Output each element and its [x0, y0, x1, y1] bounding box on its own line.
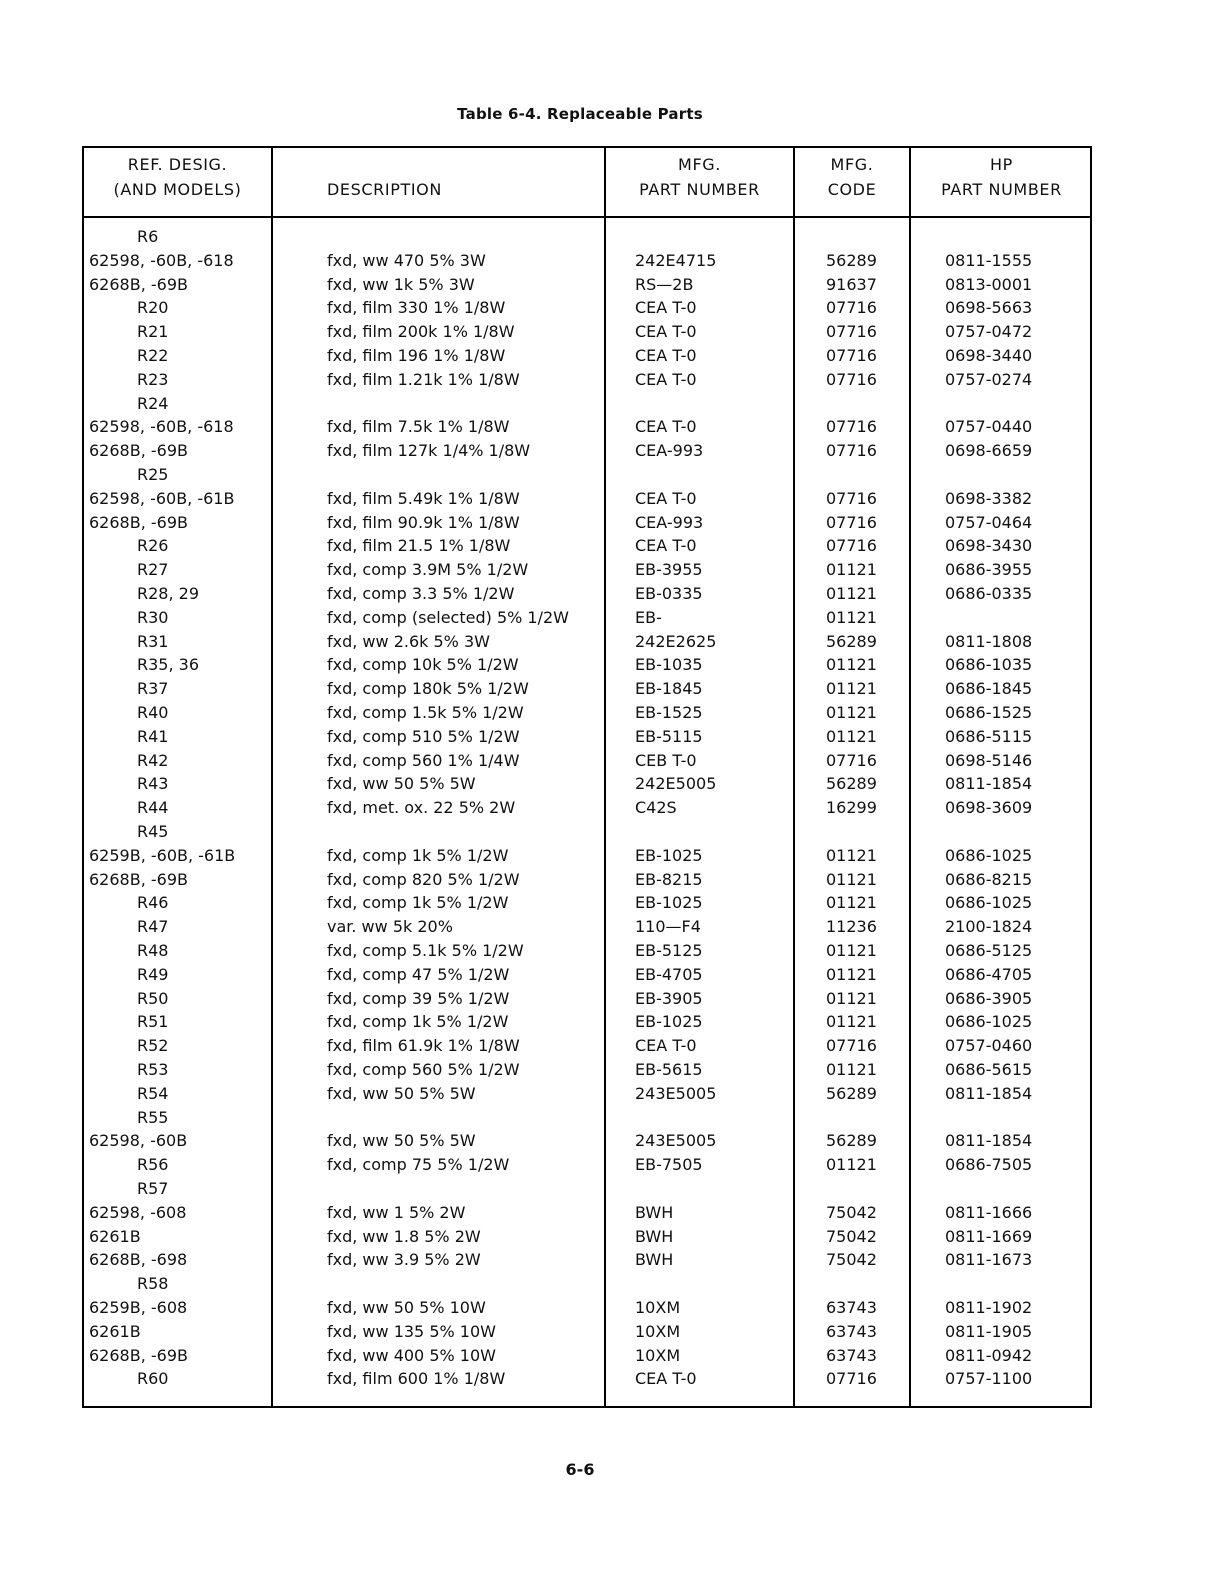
hp-part-number-cell: 0686-1025 — [945, 1012, 1033, 1032]
header-hp-pn-line1: HP — [990, 155, 1013, 174]
ref-desig-cell: R28, 29 — [137, 584, 200, 603]
hp-part-number-cell: 0686-8215 — [945, 869, 1033, 889]
ref-desig-cell: 6268B, -69B — [89, 869, 188, 889]
description-cell: fxd, ww 1k 5% 3W — [327, 274, 475, 294]
description-cell: fxd, film 61.9k 1% 1/8W — [327, 1036, 520, 1056]
description-cell: fxd, ww 50 5% 10W — [327, 1298, 486, 1317]
ref-desig-cell: R31 — [137, 631, 169, 651]
table-title: Table 6-4. Replaceable Parts — [457, 105, 703, 123]
ref-desig-cell: 6268B, -69B — [89, 441, 188, 461]
mfg-code-cell: 56289 — [826, 250, 877, 270]
description-cell: fxd, ww 400 5% 10W — [327, 1345, 496, 1365]
hp-part-number-cell: 0757-0464 — [945, 512, 1033, 532]
mfg-code-cell: 07716 — [826, 750, 877, 770]
description-cell: fxd, film 600 1% 1/8W — [327, 1369, 506, 1389]
mfg-code-cell: 07716 — [826, 536, 877, 556]
ref-desig-cell: R54 — [137, 1083, 169, 1103]
mfg-part-number-cell: CEA T-0 — [635, 322, 697, 342]
table-row — [0, 1058, 1224, 1082]
mfg-code-cell: 01121 — [826, 893, 877, 913]
description-cell: fxd, ww 50 5% 5W — [327, 774, 476, 794]
header-ref-desig — [84, 152, 271, 202]
table-row — [0, 939, 1224, 963]
table-row — [0, 1201, 1224, 1225]
ref-desig-cell: 62598, -60B, -618 — [89, 417, 234, 437]
ref-desig-cell: R46 — [137, 893, 169, 913]
ref-desig-cell: R30 — [137, 607, 169, 627]
table-row — [0, 987, 1224, 1011]
mfg-part-number-cell: EB-5115 — [635, 726, 703, 746]
description-cell: fxd, ww 1 5% 2W — [327, 1202, 466, 1222]
mfg-code-cell: 56289 — [826, 1083, 877, 1103]
ref-desig-cell: R21 — [137, 322, 169, 342]
hp-part-number-cell: 0686-0335 — [945, 584, 1033, 603]
hp-part-number-cell: 0686-3955 — [945, 560, 1033, 580]
ref-desig-cell: R57 — [137, 1179, 169, 1198]
table-row — [0, 1082, 1224, 1106]
mfg-code-cell: 07716 — [826, 298, 877, 318]
header-divider — [82, 216, 1092, 218]
hp-part-number-cell: 0686-1025 — [945, 893, 1033, 913]
table-row — [0, 772, 1224, 796]
ref-desig-cell: R20 — [137, 298, 169, 318]
hp-part-number-cell: 0686-5115 — [945, 726, 1033, 746]
mfg-part-number-cell: CEA T-0 — [635, 298, 697, 318]
hp-part-number-cell: 2100-1824 — [945, 917, 1033, 937]
ref-desig-cell: 6259B, -608 — [89, 1298, 188, 1317]
hp-part-number-cell: 0811-1673 — [945, 1250, 1033, 1270]
description-cell: fxd, film 1.21k 1% 1/8W — [327, 369, 520, 389]
table-row — [0, 796, 1224, 820]
description-cell: fxd, comp 1k 5% 1/2W — [327, 845, 509, 865]
description-cell: fxd, film 200k 1% 1/8W — [327, 322, 515, 342]
mfg-part-number-cell: 242E4715 — [635, 250, 717, 270]
hp-part-number-cell: 0757-1100 — [945, 1369, 1033, 1389]
description-cell: fxd, comp (selected) 5% 1/2W — [327, 607, 569, 627]
description-cell: fxd, comp 47 5% 1/2W — [327, 964, 510, 984]
table-row — [0, 296, 1224, 320]
ref-desig-cell: R41 — [137, 726, 169, 746]
description-cell: fxd, film 5.49k 1% 1/8W — [327, 488, 520, 508]
mfg-part-number-cell: CEA-993 — [635, 512, 704, 532]
table-row — [0, 1344, 1224, 1368]
mfg-code-cell: 01121 — [826, 703, 877, 722]
ref-desig-cell: R52 — [137, 1036, 169, 1056]
mfg-part-number-cell: EB-1025 — [635, 845, 703, 865]
mfg-part-number-cell: EB-3905 — [635, 988, 703, 1008]
ref-desig-cell: R55 — [137, 1107, 169, 1127]
mfg-code-cell: 07716 — [826, 346, 877, 365]
ref-desig-cell: 62598, -608 — [89, 1202, 187, 1222]
table-row — [0, 891, 1224, 915]
hp-part-number-cell: 0698-3430 — [945, 536, 1033, 556]
mfg-part-number-cell: CEA T-0 — [635, 369, 697, 389]
mfg-code-cell: 01121 — [826, 845, 877, 865]
ref-desig-cell: 6268B, -69B — [89, 512, 188, 532]
mfg-code-cell: 07716 — [826, 369, 877, 389]
ref-desig-cell: R44 — [137, 798, 169, 818]
mfg-part-number-cell: EB-1525 — [635, 703, 703, 722]
table-row — [0, 320, 1224, 344]
hp-part-number-cell: 0757-0440 — [945, 417, 1033, 437]
header-mfg-pn-line1: MFG. — [678, 155, 721, 174]
description-cell: fxd, comp 820 5% 1/2W — [327, 869, 520, 889]
hp-part-number-cell: 0813-0001 — [945, 274, 1033, 294]
description-cell: var. ww 5k 20% — [327, 917, 453, 937]
mfg-part-number-cell: RS—2B — [635, 274, 694, 294]
mfg-code-cell: 01121 — [826, 607, 877, 627]
ref-desig-cell: R27 — [137, 560, 169, 580]
table-row — [0, 344, 1224, 368]
table-row — [0, 1367, 1224, 1391]
mfg-part-number-cell: 10XM — [635, 1345, 681, 1365]
mfg-part-number-cell: 10XM — [635, 1321, 681, 1341]
table-row — [0, 844, 1224, 868]
mfg-part-number-cell: EB-0335 — [635, 584, 703, 603]
description-cell: fxd, film 127k 1/4% 1/8W — [327, 441, 531, 461]
ref-desig-cell: 6261B — [89, 1321, 141, 1341]
ref-desig-cell: R22 — [137, 346, 169, 365]
ref-desig-cell: R23 — [137, 369, 169, 389]
hp-part-number-cell: 0686-7505 — [945, 1155, 1033, 1175]
hp-part-number-cell: 0698-3609 — [945, 798, 1033, 818]
table-row — [0, 1248, 1224, 1272]
mfg-code-cell: 07716 — [826, 488, 877, 508]
mfg-part-number-cell: CEA T-0 — [635, 346, 697, 365]
mfg-part-number-cell: CEA T-0 — [635, 417, 697, 437]
hp-part-number-cell: 0757-0472 — [945, 322, 1033, 342]
mfg-part-number-cell: EB-4705 — [635, 964, 703, 984]
ref-desig-cell: R6 — [137, 227, 159, 246]
description-cell: fxd, comp 75 5% 1/2W — [327, 1155, 510, 1175]
mfg-code-cell: 01121 — [826, 584, 877, 603]
description-cell: fxd, film 21.5 1% 1/8W — [327, 536, 511, 556]
header-ref-line1: REF. DESIG. — [127, 155, 228, 174]
hp-part-number-cell: 0811-1854 — [945, 774, 1033, 794]
mfg-code-cell: 16299 — [826, 798, 877, 818]
mfg-code-cell: 01121 — [826, 941, 877, 960]
description-cell: fxd, ww 135 5% 10W — [327, 1321, 496, 1341]
mfg-code-cell: 11236 — [826, 917, 877, 937]
mfg-part-number-cell: 243E5005 — [635, 1083, 717, 1103]
header-mfg-code — [795, 152, 909, 202]
mfg-code-cell: 07716 — [826, 417, 877, 437]
table-row — [0, 963, 1224, 987]
table-row — [0, 392, 1224, 416]
ref-desig-cell: R42 — [137, 750, 169, 770]
mfg-code-cell: 07716 — [826, 1036, 877, 1056]
mfg-part-number-cell: CEA T-0 — [635, 1036, 697, 1056]
mfg-code-cell: 63743 — [826, 1298, 877, 1317]
hp-part-number-cell: 0757-0460 — [945, 1036, 1033, 1056]
mfg-part-number-cell: C42S — [635, 798, 677, 818]
table-row — [0, 1129, 1224, 1153]
mfg-part-number-cell: EB-1025 — [635, 893, 703, 913]
header-mfg-code-line1: MFG. — [830, 155, 874, 174]
mfg-code-cell: 01121 — [826, 1012, 877, 1032]
ref-desig-cell: 6268B, -698 — [89, 1250, 188, 1270]
mfg-code-cell: 07716 — [826, 322, 877, 342]
hp-part-number-cell: 0698-3440 — [945, 346, 1033, 365]
mfg-part-number-cell: BWH — [635, 1202, 674, 1222]
hp-part-number-cell: 0811-1669 — [945, 1226, 1033, 1246]
table-row — [0, 606, 1224, 630]
mfg-part-number-cell: 242E2625 — [635, 631, 717, 651]
header-mfg-part-number — [606, 152, 793, 202]
description-cell: fxd, film 330 1% 1/8W — [327, 298, 506, 318]
table-row — [0, 653, 1224, 677]
mfg-code-cell: 01121 — [826, 655, 877, 675]
hp-part-number-cell: 0811-1905 — [945, 1321, 1033, 1341]
hp-part-number-cell: 0757-0274 — [945, 369, 1033, 389]
description-cell: fxd, comp 560 5% 1/2W — [327, 1060, 520, 1079]
hp-part-number-cell: 0686-1035 — [945, 655, 1033, 675]
table-row — [0, 915, 1224, 939]
description-cell: fxd, comp 5.1k 5% 1/2W — [327, 941, 524, 960]
table-row — [0, 1177, 1224, 1201]
hp-part-number-cell: 0811-1902 — [945, 1298, 1033, 1317]
ref-desig-cell: 6268B, -69B — [89, 1345, 188, 1365]
description-cell: fxd, film 90.9k 1% 1/8W — [327, 512, 520, 532]
mfg-part-number-cell: CEA-993 — [635, 441, 704, 461]
description-cell: fxd, comp 1k 5% 1/2W — [327, 893, 509, 913]
hp-part-number-cell: 0811-1854 — [945, 1083, 1033, 1103]
description-cell: fxd, comp 3.9M 5% 1/2W — [327, 560, 529, 580]
mfg-code-cell: 07716 — [826, 1369, 877, 1389]
hp-part-number-cell: 0811-0942 — [945, 1345, 1033, 1365]
header-hp-part-number — [911, 152, 1092, 202]
mfg-code-cell: 56289 — [826, 631, 877, 651]
hp-part-number-cell: 0686-1025 — [945, 845, 1033, 865]
hp-part-number-cell: 0686-4705 — [945, 964, 1033, 984]
mfg-part-number-cell: 110—F4 — [635, 917, 701, 937]
table-row — [0, 820, 1224, 844]
table-row — [0, 558, 1224, 582]
hp-part-number-cell: 0811-1666 — [945, 1202, 1033, 1222]
table-row — [0, 1153, 1224, 1177]
description-cell: fxd, ww 1.8 5% 2W — [327, 1226, 481, 1246]
ref-desig-cell: 6261B — [89, 1226, 141, 1246]
description-cell: fxd, film 7.5k 1% 1/8W — [327, 417, 510, 437]
hp-part-number-cell: 0698-3382 — [945, 488, 1033, 508]
hp-part-number-cell: 0811-1555 — [945, 250, 1033, 270]
mfg-part-number-cell: EB-8215 — [635, 869, 703, 889]
ref-desig-cell: 62598, -60B, -61B — [89, 488, 235, 508]
table-row — [0, 368, 1224, 392]
mfg-code-cell: 75042 — [826, 1250, 877, 1270]
mfg-part-number-cell: 10XM — [635, 1298, 681, 1317]
mfg-code-cell: 01121 — [826, 726, 877, 746]
table-row — [0, 463, 1224, 487]
description-cell: fxd, comp 510 5% 1/2W — [327, 726, 520, 746]
page-number: 6-6 — [565, 1460, 595, 1479]
table-row — [0, 415, 1224, 439]
mfg-part-number-cell: 242E5005 — [635, 774, 717, 794]
ref-desig-cell: R26 — [137, 536, 169, 556]
hp-part-number-cell: 0686-1845 — [945, 679, 1033, 699]
mfg-part-number-cell: CEA T-0 — [635, 488, 697, 508]
table-row — [0, 630, 1224, 654]
table-row — [0, 749, 1224, 773]
table-row — [0, 677, 1224, 701]
ref-desig-cell: 6268B, -69B — [89, 274, 188, 294]
mfg-part-number-cell: EB-7505 — [635, 1155, 703, 1175]
mfg-code-cell: 63743 — [826, 1345, 877, 1365]
mfg-code-cell: 01121 — [826, 1155, 877, 1175]
description-cell: fxd, comp 10k 5% 1/2W — [327, 655, 519, 675]
ref-desig-cell: R53 — [137, 1060, 169, 1079]
table-row — [0, 534, 1224, 558]
ref-desig-cell: R49 — [137, 964, 169, 984]
table-row — [0, 1296, 1224, 1320]
mfg-code-cell: 75042 — [826, 1202, 877, 1222]
ref-desig-cell: R51 — [137, 1012, 169, 1032]
mfg-code-cell: 56289 — [826, 1131, 877, 1151]
mfg-code-cell: 91637 — [826, 274, 877, 294]
mfg-part-number-cell: EB-1025 — [635, 1012, 703, 1032]
ref-desig-cell: R25 — [137, 465, 169, 484]
ref-desig-cell: R60 — [137, 1369, 169, 1389]
mfg-part-number-cell: EB-1035 — [635, 655, 703, 675]
header-description — [327, 177, 442, 202]
mfg-part-number-cell: BWH — [635, 1226, 674, 1246]
ref-desig-cell: R37 — [137, 679, 169, 699]
description-cell: fxd, comp 1k 5% 1/2W — [327, 1012, 509, 1032]
hp-part-number-cell: 0686-5125 — [945, 941, 1033, 960]
ref-desig-cell: 62598, -60B — [89, 1131, 188, 1151]
hp-part-number-cell: 0811-1808 — [945, 631, 1033, 651]
ref-desig-cell: R35, 36 — [137, 655, 200, 675]
hp-part-number-cell: 0811-1854 — [945, 1131, 1033, 1151]
mfg-code-cell: 07716 — [826, 441, 877, 461]
mfg-part-number-cell: EB-3955 — [635, 560, 703, 580]
description-cell: fxd, ww 2.6k 5% 3W — [327, 631, 490, 651]
table-row — [0, 225, 1224, 249]
table-row — [0, 701, 1224, 725]
mfg-code-cell: 01121 — [826, 560, 877, 580]
mfg-part-number-cell: EB- — [635, 607, 662, 627]
mfg-part-number-cell: CEA T-0 — [635, 1369, 697, 1389]
mfg-part-number-cell: CEA T-0 — [635, 536, 697, 556]
ref-desig-cell: R58 — [137, 1274, 169, 1294]
header-ref-line2: (AND MODELS) — [113, 180, 242, 199]
description-cell: fxd, ww 3.9 5% 2W — [327, 1250, 481, 1270]
mfg-part-number-cell: 243E5005 — [635, 1131, 717, 1151]
ref-desig-cell: R40 — [137, 703, 169, 722]
mfg-code-cell: 01121 — [826, 964, 877, 984]
description-cell: fxd, comp 560 1% 1/4W — [327, 750, 520, 770]
hp-part-number-cell: 0698-5663 — [945, 298, 1033, 318]
ref-desig-cell: 62598, -60B, -618 — [89, 250, 234, 270]
description-cell: fxd, comp 39 5% 1/2W — [327, 988, 510, 1008]
table-row — [0, 249, 1224, 273]
table-row — [0, 1010, 1224, 1034]
mfg-part-number-cell: BWH — [635, 1250, 674, 1270]
header-description-label: DESCRIPTION — [327, 180, 442, 199]
table-row — [0, 511, 1224, 535]
ref-desig-cell: R48 — [137, 941, 169, 960]
table-row — [0, 487, 1224, 511]
description-cell: fxd, ww 50 5% 5W — [327, 1083, 476, 1103]
ref-desig-cell: R50 — [137, 988, 169, 1008]
description-cell: fxd, comp 3.3 5% 1/2W — [327, 584, 515, 603]
ref-desig-cell: R24 — [137, 393, 169, 413]
ref-desig-cell: R47 — [137, 917, 169, 937]
table-row — [0, 725, 1224, 749]
table-row — [0, 273, 1224, 297]
hp-part-number-cell: 0686-1525 — [945, 703, 1033, 722]
description-cell: fxd, ww 50 5% 5W — [327, 1131, 476, 1151]
ref-desig-cell: 6259B, -60B, -61B — [89, 845, 236, 865]
table-row — [0, 1320, 1224, 1344]
table-row — [0, 1272, 1224, 1296]
table-row — [0, 1034, 1224, 1058]
mfg-code-cell: 01121 — [826, 679, 877, 699]
description-cell: fxd, ww 470 5% 3W — [327, 250, 486, 270]
table-row — [0, 1225, 1224, 1249]
description-cell: fxd, met. ox. 22 5% 2W — [327, 798, 516, 818]
mfg-code-cell: 01121 — [826, 988, 877, 1008]
table-row — [0, 868, 1224, 892]
hp-part-number-cell: 0686-3905 — [945, 988, 1033, 1008]
table-row — [0, 582, 1224, 606]
hp-part-number-cell: 0686-5615 — [945, 1060, 1033, 1079]
mfg-code-cell: 75042 — [826, 1226, 877, 1246]
ref-desig-cell: R45 — [137, 822, 169, 841]
ref-desig-cell: R43 — [137, 774, 169, 794]
mfg-part-number-cell: EB-5615 — [635, 1060, 703, 1079]
mfg-code-cell: 07716 — [826, 512, 877, 532]
mfg-code-cell: 01121 — [826, 1060, 877, 1079]
mfg-part-number-cell: EB-5125 — [635, 941, 703, 960]
mfg-part-number-cell: CEB T-0 — [635, 750, 697, 770]
header-mfg-pn-line2: PART NUMBER — [639, 180, 760, 199]
mfg-code-cell: 56289 — [826, 774, 877, 794]
hp-part-number-cell: 0698-6659 — [945, 441, 1033, 461]
mfg-code-cell: 63743 — [826, 1321, 877, 1341]
table-row — [0, 1106, 1224, 1130]
table-row — [0, 439, 1224, 463]
mfg-code-cell: 01121 — [826, 869, 877, 889]
description-cell: fxd, film 196 1% 1/8W — [327, 346, 506, 365]
header-mfg-code-line2: CODE — [827, 180, 877, 199]
description-cell: fxd, comp 180k 5% 1/2W — [327, 679, 529, 699]
ref-desig-cell: R56 — [137, 1155, 169, 1175]
mfg-part-number-cell: EB-1845 — [635, 679, 703, 699]
header-hp-pn-line2: PART NUMBER — [941, 180, 1062, 199]
description-cell: fxd, comp 1.5k 5% 1/2W — [327, 703, 524, 722]
hp-part-number-cell: 0698-5146 — [945, 750, 1033, 770]
